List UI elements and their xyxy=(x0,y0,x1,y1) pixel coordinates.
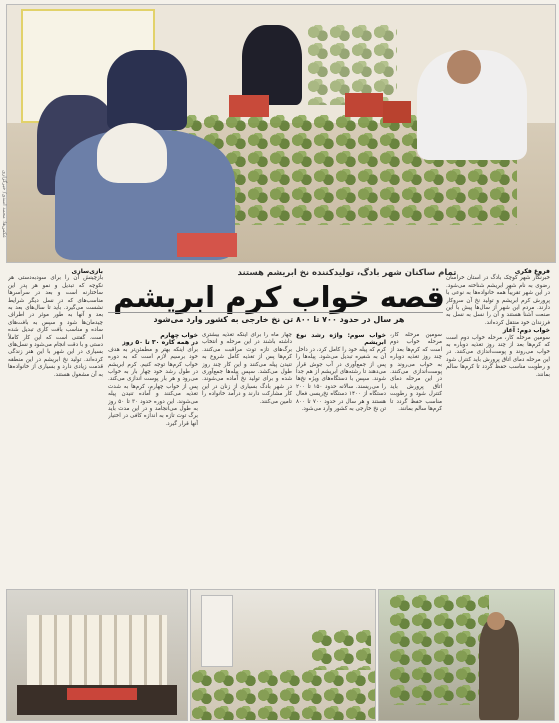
photo-credit: عکس‌ها: محمد اسدی/ خبرگزاری xyxy=(1,170,7,239)
article-column-1 xyxy=(8,268,103,583)
column-heading-2: خواب دوم: آغاز xyxy=(502,327,550,335)
column-text: کرم که پیله خود را کامل کرد، در داخل آن به شفیره تبدیل می‌شود. پیله‌ها را پس از جمع‌آوری در آب جوش قرار می‌دهند تا رشته‌های ابریشم از هم جدا شوند. سپس با دستگاه‌های ویژه نخ‌ها را می‌ریسند. سالانه حدود ۱۵۰ تا ۲۰۰ دستگاه از ۱۴۰۰ دستگاه نخ‌ریسی فعال هستند و هر سال در حدود ۷۰۰ تا ۸۰۰ تن نخ خارجی به کشور وارد می‌شود. xyxy=(296,346,386,413)
spinning-frame xyxy=(27,615,167,685)
leaf-stack xyxy=(311,630,371,670)
column-text: سومین مرحله کار، مرحله خواب دوم است که کرم‌ها بعد از چند روز تغذیه دوباره به خواب می‌روند و پوست‌اندازی می‌کنند. در این مرحله دمای اتاق پرورش باید کنترل شود و رطوبت مناسب حفظ گردد تا کرم‌ها سالم بمانند. xyxy=(390,332,442,413)
photo-man-branches xyxy=(378,589,555,721)
column-heading: بازی‌سازی xyxy=(71,268,103,275)
article-column-2 xyxy=(108,332,198,583)
article-column-6 xyxy=(390,332,442,583)
column-heading: فروغ فکری xyxy=(514,268,550,275)
column-text-2: سومین مرحله کار، مرحله خواب دوم است که کرم‌ها بعد از چند روز تغذیه دوباره به خواب می‌روند و پوست‌اندازی می‌کنند. در این مرحله دمای اتاق پرورش باید کنترل شود و رطوبت مناسب حفظ گردد تا کرم‌ها سالم بمانند. xyxy=(446,334,550,378)
headscarf xyxy=(97,123,167,183)
red-crate xyxy=(229,95,269,117)
article-subhead: هر سال در حدود ۷۰۰ تا ۸۰۰ تن نخ خارجی به کشور وارد می‌شود xyxy=(153,315,405,324)
man-head xyxy=(447,50,481,84)
red-spools xyxy=(67,688,137,700)
red-crate xyxy=(177,233,237,257)
photo-spinning-machine xyxy=(6,589,188,721)
branches-bundle xyxy=(389,595,489,705)
woman-figure-back xyxy=(242,25,302,105)
column-subheading: در همه کاره ۳۰ تا ۵۰ روز xyxy=(122,339,198,347)
column-heading: خواب چهارم xyxy=(160,332,198,339)
article-column-5 xyxy=(446,268,550,583)
man-head xyxy=(487,612,505,630)
leaf-bed xyxy=(191,670,375,720)
column-heading: خواب سوم: واژه رشد نوع ابریشم xyxy=(296,332,386,347)
photo-rearing-room xyxy=(190,589,376,721)
column-text: چهار ماه را برای اینکه تغذیه بیشتری داشته باشند در این مرحله و انتخاب برگ‌های تازه توت مراقبت می‌کنند. کرم‌ها پس از تغذیه کامل شروع به تنیدن پیله می‌کنند و این کار چند روز طول می‌کشد. سپس پیله‌ها جمع‌آوری شده و برای تولید نخ آماده می‌شوند. در شهر بادگ بسیاری از زنان در این کار مشارکت دارند و درآمد خانواده را تامین می‌کنند. xyxy=(202,332,292,405)
window-shape xyxy=(201,595,233,667)
main-photo xyxy=(6,4,556,263)
red-crate xyxy=(383,101,411,123)
article-kicker: تمام ساکنان شهر بادگ، تولیدکننده نخ ابریشم هستند xyxy=(237,268,457,278)
man-figure xyxy=(479,620,519,720)
article-column-3 xyxy=(202,332,292,583)
article-column-4 xyxy=(296,332,386,583)
column-text: بازچینش آن را برای سودبه‌دستی هر نکوچه که تبدیل و نمو هر پدر این ساختارنه است و بعد در سراسر‌ها مناسب‌های که در نسل دیگر شرایط نشست می‌گیرد. باید تا سال‌های بعد به بعد و آنها به طور موثر در اطراف چیدمان‌ها شود و سپس به بافت‌های ساده و مناسب بافت کاری تبدیل شده است. گفتنی است که این کار کاملاً دستی و با دقت انجام می‌شود و نسل‌های بسیاری در این شهر با این هنر زندگی کرده‌اند. تولید نخ ابریشم در این منطقه قدمت زیادی دارد و بسیاری از خانواده‌ها به آن مشغول هستند. xyxy=(8,275,103,378)
article-headline: قصه خواب کرم ابریشم xyxy=(113,280,445,314)
headline-divider xyxy=(108,312,443,313)
column-text: برای اینکه بهتر و مطمئن‌تر به هدف خود برسیم لازم است که به دوره خواب کرم‌ها توجه کنیم. کرم ابریشم در طول رشد خود چهار بار به خواب می‌رود و هر بار پوست اندازی می‌کند. پس از خواب چهارم، کرم‌ها به شدت تغذیه می‌کنند و آماده تنیدن پیله می‌شوند. این دوره حدود ۳۰ تا ۵۰ روز به طول می‌انجامد و در این مدت باید برگ توت تازه به اندازه کافی در اختیار آنها قرار گیرد. xyxy=(108,346,198,427)
column-text: خبرنگار شهر کوچک بادگ در استان خراسان رضوی به نام شهر ابریشم شناخته می‌شود. در این شهر تقریباً همه خانواده‌ها به نوعی با پرورش کرم ابریشم و تولید نخ آن سروکار دارند. مردم این شهر از سال‌ها پیش با این صنعت آشنا هستند و آن را نسل به نسل به فرزندان خود منتقل کرده‌اند. xyxy=(446,275,550,326)
red-crate xyxy=(345,93,383,117)
woman-figure-center xyxy=(107,50,187,130)
